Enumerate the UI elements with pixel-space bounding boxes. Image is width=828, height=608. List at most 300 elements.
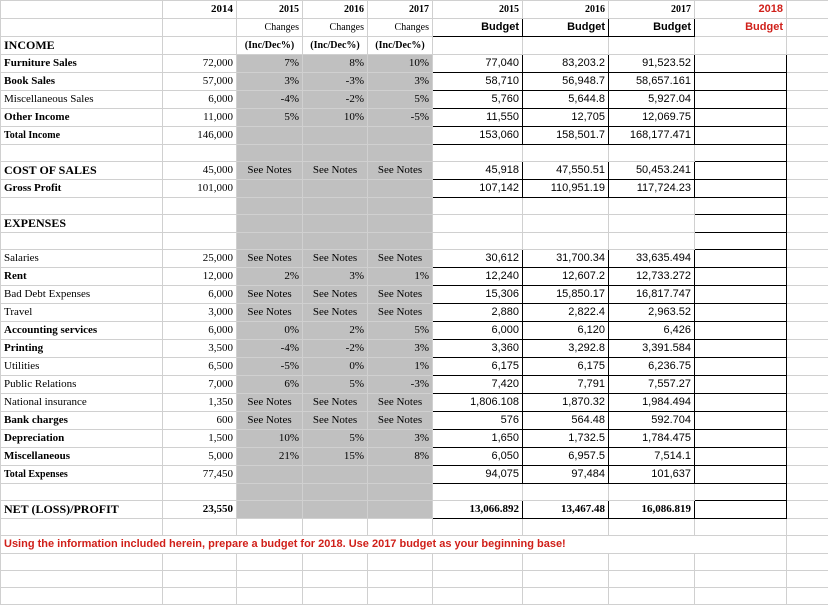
empty-cell[interactable] <box>163 571 237 588</box>
2018-budget-cell[interactable] <box>695 286 787 304</box>
change-2015[interactable]: 7% <box>237 55 303 73</box>
empty-cell[interactable] <box>523 233 609 250</box>
empty-cell[interactable] <box>787 37 828 55</box>
empty-cell[interactable] <box>787 127 828 145</box>
incdec-header[interactable]: (Inc/Dec%) <box>368 37 433 55</box>
empty-cell[interactable] <box>787 571 828 588</box>
empty-cell[interactable] <box>787 55 828 73</box>
budget-2016[interactable]: 2,822.4 <box>523 304 609 322</box>
change-2017[interactable]: 3% <box>368 340 433 358</box>
change-2017[interactable]: 3% <box>368 73 433 91</box>
empty-cell[interactable] <box>609 588 695 605</box>
budget-2015[interactable]: 1,650 <box>433 430 523 448</box>
row-label[interactable]: National insurance <box>1 394 163 412</box>
value-2014[interactable]: 77,450 <box>163 466 237 484</box>
budget-2015[interactable]: 30,612 <box>433 250 523 268</box>
empty-cell[interactable] <box>163 145 237 162</box>
empty-cell[interactable] <box>787 73 828 91</box>
budget-2016[interactable]: 564.48 <box>523 412 609 430</box>
value-2014[interactable]: 6,000 <box>163 91 237 109</box>
budget-2015[interactable]: 12,240 <box>433 268 523 286</box>
value-2014[interactable]: 11,000 <box>163 109 237 127</box>
empty-cell[interactable] <box>787 466 828 484</box>
empty-cell[interactable] <box>433 484 523 501</box>
empty-cell[interactable] <box>609 198 695 215</box>
empty-cell[interactable] <box>303 519 368 536</box>
empty-cell[interactable] <box>523 37 609 55</box>
changes-header[interactable]: Changes <box>368 19 433 37</box>
budget-2017[interactable]: 1,784.475 <box>609 430 695 448</box>
empty-cell[interactable] <box>787 376 828 394</box>
budget-2018-year[interactable]: 2018 <box>695 1 787 19</box>
empty-cell[interactable] <box>163 37 237 55</box>
empty-cell[interactable] <box>163 215 237 233</box>
change-2015[interactable]: 6% <box>237 376 303 394</box>
budget-header[interactable]: Budget <box>433 19 523 37</box>
empty-cell[interactable] <box>523 519 609 536</box>
empty-cell[interactable] <box>433 145 523 162</box>
change-2015[interactable]: 10% <box>237 430 303 448</box>
budget-2016[interactable]: 56,948.7 <box>523 73 609 91</box>
2018-budget-cell[interactable] <box>695 394 787 412</box>
budget-2015[interactable]: 5,760 <box>433 91 523 109</box>
row-label[interactable]: Total Income <box>1 127 163 145</box>
change-2016[interactable]: See Notes <box>303 286 368 304</box>
empty-cell[interactable] <box>695 571 787 588</box>
2018-budget-cell[interactable] <box>695 466 787 484</box>
empty-cell[interactable] <box>787 268 828 286</box>
budget-2015[interactable]: 1,806.108 <box>433 394 523 412</box>
change-2015[interactable]: -4% <box>237 340 303 358</box>
budget-2017[interactable]: 101,637 <box>609 466 695 484</box>
change-2016[interactable]: 3% <box>303 268 368 286</box>
change-2015[interactable]: See Notes <box>237 250 303 268</box>
2018-budget-cell[interactable] <box>695 198 787 215</box>
empty-cell[interactable] <box>163 484 237 501</box>
empty-cell[interactable] <box>787 501 828 519</box>
budget-2015[interactable]: 153,060 <box>433 127 523 145</box>
change-2016[interactable]: -2% <box>303 340 368 358</box>
row-label[interactable]: Accounting services <box>1 322 163 340</box>
empty-cell[interactable] <box>609 37 695 55</box>
2018-budget-cell[interactable] <box>695 268 787 286</box>
empty-cell[interactable] <box>303 588 368 605</box>
value-2014[interactable]: 7,000 <box>163 376 237 394</box>
value-2014[interactable]: 1,350 <box>163 394 237 412</box>
row-label[interactable]: Rent <box>1 268 163 286</box>
empty-cell[interactable] <box>1 554 163 571</box>
changes-header[interactable]: Changes <box>237 19 303 37</box>
empty-cell[interactable] <box>433 571 523 588</box>
empty-cell[interactable] <box>163 588 237 605</box>
budget-2015[interactable]: 11,550 <box>433 109 523 127</box>
row-label[interactable]: Depreciation <box>1 430 163 448</box>
row-label[interactable]: Book Sales <box>1 73 163 91</box>
change-2016[interactable]: 5% <box>303 376 368 394</box>
empty-cell[interactable] <box>163 554 237 571</box>
budget-2015[interactable]: 7,420 <box>433 376 523 394</box>
empty-cell[interactable] <box>237 571 303 588</box>
value-2014[interactable]: 146,000 <box>163 127 237 145</box>
empty-cell[interactable] <box>787 1 828 19</box>
budget-2017[interactable]: 12,733.272 <box>609 268 695 286</box>
budget-2015[interactable]: 45,918 <box>433 162 523 180</box>
empty-cell[interactable] <box>433 519 523 536</box>
empty-cell[interactable] <box>787 215 828 233</box>
budget-2016[interactable]: 83,203.2 <box>523 55 609 73</box>
empty-cell[interactable] <box>303 484 368 501</box>
empty-cell[interactable] <box>303 466 368 484</box>
change-2015[interactable]: -5% <box>237 358 303 376</box>
empty-cell[interactable] <box>303 215 368 233</box>
empty-cell[interactable] <box>433 37 523 55</box>
empty-cell[interactable] <box>1 1 163 19</box>
budget-2015[interactable]: 94,075 <box>433 466 523 484</box>
budget-2015[interactable]: 576 <box>433 412 523 430</box>
empty-cell[interactable] <box>368 198 433 215</box>
budget-2017[interactable]: 7,557.27 <box>609 376 695 394</box>
empty-cell[interactable] <box>523 198 609 215</box>
change-2016[interactable]: See Notes <box>303 304 368 322</box>
value-2014[interactable]: 1,500 <box>163 430 237 448</box>
budget-2017[interactable]: 2,963.52 <box>609 304 695 322</box>
change-2016[interactable]: 10% <box>303 109 368 127</box>
value-2014[interactable]: 101,000 <box>163 180 237 198</box>
change-2015[interactable]: 21% <box>237 448 303 466</box>
budget-header[interactable]: Budget <box>609 19 695 37</box>
value-2014[interactable]: 3,000 <box>163 304 237 322</box>
value-2014[interactable]: 3,500 <box>163 340 237 358</box>
budget-2016[interactable]: 15,850.17 <box>523 286 609 304</box>
empty-cell[interactable] <box>237 501 303 519</box>
empty-cell[interactable] <box>609 519 695 536</box>
2018-budget-cell[interactable] <box>695 55 787 73</box>
budget-2016[interactable]: 31,700.34 <box>523 250 609 268</box>
change-2016[interactable]: 15% <box>303 448 368 466</box>
change-2017[interactable]: -3% <box>368 376 433 394</box>
value-2014[interactable]: 72,000 <box>163 55 237 73</box>
empty-cell[interactable] <box>303 180 368 198</box>
empty-cell[interactable] <box>609 145 695 162</box>
empty-cell[interactable] <box>237 127 303 145</box>
budget-2016[interactable]: 6,957.5 <box>523 448 609 466</box>
empty-cell[interactable] <box>368 484 433 501</box>
value-2014[interactable]: 25,000 <box>163 250 237 268</box>
empty-cell[interactable] <box>523 145 609 162</box>
empty-cell[interactable] <box>303 571 368 588</box>
2018-budget-cell[interactable] <box>695 145 787 162</box>
value-2014[interactable]: 12,000 <box>163 268 237 286</box>
row-label[interactable]: Travel <box>1 304 163 322</box>
row-label[interactable]: Printing <box>1 340 163 358</box>
empty-cell[interactable] <box>787 358 828 376</box>
change-2016[interactable]: 2% <box>303 322 368 340</box>
empty-cell[interactable] <box>787 233 828 250</box>
empty-cell[interactable] <box>787 536 828 554</box>
change-2017[interactable]: 3% <box>368 430 433 448</box>
change-2017[interactable]: 5% <box>368 322 433 340</box>
change-2015[interactable]: See Notes <box>237 394 303 412</box>
budget-2016-year[interactable]: 2016 <box>523 1 609 19</box>
change-2017[interactable]: -5% <box>368 109 433 127</box>
empty-cell[interactable] <box>1 484 163 501</box>
row-label[interactable]: Total Expenses <box>1 466 163 484</box>
empty-cell[interactable] <box>237 466 303 484</box>
row-label[interactable]: Utilities <box>1 358 163 376</box>
2018-budget-cell[interactable] <box>695 215 787 233</box>
empty-cell[interactable] <box>237 215 303 233</box>
2018-budget-cell[interactable] <box>695 109 787 127</box>
empty-cell[interactable] <box>787 162 828 180</box>
incdec-header[interactable]: (Inc/Dec%) <box>237 37 303 55</box>
budget-2017[interactable]: 168,177.471 <box>609 127 695 145</box>
change-2017[interactable]: See Notes <box>368 250 433 268</box>
change-2017[interactable]: See Notes <box>368 286 433 304</box>
change-2017[interactable]: 10% <box>368 55 433 73</box>
budget-2016[interactable]: 6,175 <box>523 358 609 376</box>
2018-budget-cell[interactable] <box>695 127 787 145</box>
empty-cell[interactable] <box>695 37 787 55</box>
budget-2016[interactable]: 1,732.5 <box>523 430 609 448</box>
change-2017[interactable]: See Notes <box>368 304 433 322</box>
budget-2017[interactable]: 58,657.161 <box>609 73 695 91</box>
empty-cell[interactable] <box>1 19 163 37</box>
2018-budget-cell[interactable] <box>695 448 787 466</box>
change-2015[interactable]: 5% <box>237 109 303 127</box>
empty-cell[interactable] <box>787 250 828 268</box>
empty-cell[interactable] <box>368 145 433 162</box>
empty-cell[interactable] <box>787 340 828 358</box>
empty-cell[interactable] <box>368 180 433 198</box>
empty-cell[interactable] <box>1 571 163 588</box>
budget-2017[interactable]: 3,391.584 <box>609 340 695 358</box>
empty-cell[interactable] <box>1 145 163 162</box>
budget-2017[interactable]: 5,927.04 <box>609 91 695 109</box>
see-notes[interactable]: See Notes <box>237 162 303 180</box>
change-2015[interactable]: See Notes <box>237 286 303 304</box>
empty-cell[interactable] <box>368 233 433 250</box>
change-2015[interactable]: See Notes <box>237 412 303 430</box>
2018-budget-cell[interactable] <box>695 233 787 250</box>
change-2017[interactable]: 5% <box>368 91 433 109</box>
empty-cell[interactable] <box>237 484 303 501</box>
empty-cell[interactable] <box>368 127 433 145</box>
budget-2016[interactable]: 1,870.32 <box>523 394 609 412</box>
budget-2017[interactable]: 6,236.75 <box>609 358 695 376</box>
empty-cell[interactable] <box>787 484 828 501</box>
empty-cell[interactable] <box>433 554 523 571</box>
year-2014-header[interactable]: 2014 <box>163 1 237 19</box>
budget-2017[interactable]: 7,514.1 <box>609 448 695 466</box>
change-2015[interactable]: 3% <box>237 73 303 91</box>
empty-cell[interactable] <box>787 430 828 448</box>
income-section-label[interactable]: INCOME <box>1 37 163 55</box>
value-2014[interactable]: 45,000 <box>163 162 237 180</box>
empty-cell[interactable] <box>303 554 368 571</box>
empty-cell[interactable] <box>787 394 828 412</box>
change-2016[interactable]: 8% <box>303 55 368 73</box>
budget-2015[interactable]: 6,000 <box>433 322 523 340</box>
expenses-section-label[interactable]: EXPENSES <box>1 215 163 233</box>
2018-budget-cell[interactable] <box>695 430 787 448</box>
budget-2018-header[interactable]: Budget <box>695 19 787 37</box>
change-2016[interactable]: 5% <box>303 430 368 448</box>
budget-2017[interactable]: 91,523.52 <box>609 55 695 73</box>
budget-2016[interactable]: 12,607.2 <box>523 268 609 286</box>
empty-cell[interactable] <box>368 554 433 571</box>
2018-budget-cell[interactable] <box>695 73 787 91</box>
empty-cell[interactable] <box>433 198 523 215</box>
empty-cell[interactable] <box>1 519 163 536</box>
empty-cell[interactable] <box>163 233 237 250</box>
change-2015[interactable]: See Notes <box>237 304 303 322</box>
empty-cell[interactable] <box>787 322 828 340</box>
change-2015[interactable]: -4% <box>237 91 303 109</box>
budget-2017[interactable]: 6,426 <box>609 322 695 340</box>
empty-cell[interactable] <box>695 554 787 571</box>
2018-budget-cell[interactable] <box>695 376 787 394</box>
2018-budget-cell[interactable] <box>695 162 787 180</box>
row-label[interactable]: Bank charges <box>1 412 163 430</box>
row-label[interactable]: Public Relations <box>1 376 163 394</box>
empty-cell[interactable] <box>523 484 609 501</box>
changes-header[interactable]: Changes <box>303 19 368 37</box>
empty-cell[interactable] <box>237 588 303 605</box>
empty-cell[interactable] <box>237 198 303 215</box>
2018-budget-cell[interactable] <box>695 484 787 501</box>
empty-cell[interactable] <box>368 215 433 233</box>
2018-budget-cell[interactable] <box>695 322 787 340</box>
gross-profit-label[interactable]: Gross Profit <box>1 180 163 198</box>
2018-budget-cell[interactable] <box>695 91 787 109</box>
empty-cell[interactable] <box>368 519 433 536</box>
budget-2016[interactable]: 47,550.51 <box>523 162 609 180</box>
change-2017[interactable]: 1% <box>368 268 433 286</box>
empty-cell[interactable] <box>609 215 695 233</box>
empty-cell[interactable] <box>368 466 433 484</box>
change-2016[interactable]: See Notes <box>303 394 368 412</box>
empty-cell[interactable] <box>609 233 695 250</box>
empty-cell[interactable] <box>237 554 303 571</box>
empty-cell[interactable] <box>787 286 828 304</box>
empty-cell[interactable] <box>237 145 303 162</box>
empty-cell[interactable] <box>609 484 695 501</box>
budget-2017[interactable]: 33,635.494 <box>609 250 695 268</box>
budget-2015[interactable]: 58,710 <box>433 73 523 91</box>
empty-cell[interactable] <box>303 233 368 250</box>
empty-cell[interactable] <box>163 19 237 37</box>
empty-cell[interactable] <box>609 571 695 588</box>
cost-of-sales-label[interactable]: COST OF SALES <box>1 162 163 180</box>
empty-cell[interactable] <box>163 519 237 536</box>
row-label[interactable]: Other Income <box>1 109 163 127</box>
instruction-text[interactable]: Using the information included herein, prepare a budget for 2018. Use 2017 budget as your beginning base! <box>1 536 787 554</box>
empty-cell[interactable] <box>787 145 828 162</box>
empty-cell[interactable] <box>303 127 368 145</box>
empty-cell[interactable] <box>433 233 523 250</box>
budget-header[interactable]: Budget <box>523 19 609 37</box>
empty-cell[interactable] <box>303 501 368 519</box>
empty-cell[interactable] <box>523 588 609 605</box>
see-notes[interactable]: See Notes <box>368 162 433 180</box>
empty-cell[interactable] <box>523 554 609 571</box>
value-2014[interactable]: 6,000 <box>163 286 237 304</box>
change-2015[interactable]: 0% <box>237 322 303 340</box>
row-label[interactable]: Furniture Sales <box>1 55 163 73</box>
budget-2015[interactable]: 2,880 <box>433 304 523 322</box>
budget-2017-year[interactable]: 2017 <box>609 1 695 19</box>
empty-cell[interactable] <box>523 571 609 588</box>
change-2017[interactable]: See Notes <box>368 412 433 430</box>
empty-cell[interactable] <box>368 588 433 605</box>
change-2016[interactable]: -2% <box>303 91 368 109</box>
change-2017[interactable]: 1% <box>368 358 433 376</box>
change-2017[interactable]: 8% <box>368 448 433 466</box>
budget-2017[interactable]: 12,069.75 <box>609 109 695 127</box>
budget-2016[interactable]: 5,644.8 <box>523 91 609 109</box>
budget-2016[interactable]: 158,501.7 <box>523 127 609 145</box>
empty-cell[interactable] <box>237 180 303 198</box>
empty-cell[interactable] <box>787 19 828 37</box>
budget-2015[interactable]: 3,360 <box>433 340 523 358</box>
empty-cell[interactable] <box>787 91 828 109</box>
2018-budget-cell[interactable] <box>695 250 787 268</box>
value-2014[interactable]: 23,550 <box>163 501 237 519</box>
empty-cell[interactable] <box>368 571 433 588</box>
budget-2015-year[interactable]: 2015 <box>433 1 523 19</box>
empty-cell[interactable] <box>787 448 828 466</box>
value-2014[interactable]: 6,500 <box>163 358 237 376</box>
empty-cell[interactable] <box>303 145 368 162</box>
empty-cell[interactable] <box>303 198 368 215</box>
empty-cell[interactable] <box>1 233 163 250</box>
2018-budget-cell[interactable] <box>695 340 787 358</box>
change-2016[interactable]: 0% <box>303 358 368 376</box>
empty-cell[interactable] <box>163 198 237 215</box>
see-notes[interactable]: See Notes <box>303 162 368 180</box>
budget-2016[interactable]: 110,951.19 <box>523 180 609 198</box>
budget-2016[interactable]: 97,484 <box>523 466 609 484</box>
budget-2016[interactable]: 6,120 <box>523 322 609 340</box>
empty-cell[interactable] <box>433 588 523 605</box>
empty-cell[interactable] <box>1 588 163 605</box>
empty-cell[interactable] <box>787 198 828 215</box>
budget-2017[interactable]: 16,086.819 <box>609 501 695 519</box>
empty-cell[interactable] <box>787 180 828 198</box>
value-2014[interactable]: 57,000 <box>163 73 237 91</box>
budget-2017[interactable]: 592.704 <box>609 412 695 430</box>
budget-2017[interactable]: 16,817.747 <box>609 286 695 304</box>
budget-2015[interactable]: 6,175 <box>433 358 523 376</box>
value-2014[interactable]: 5,000 <box>163 448 237 466</box>
change-2016[interactable]: -3% <box>303 73 368 91</box>
budget-2015[interactable]: 13,066.892 <box>433 501 523 519</box>
budget-2017[interactable]: 1,984.494 <box>609 394 695 412</box>
empty-cell[interactable] <box>787 304 828 322</box>
empty-cell[interactable] <box>787 588 828 605</box>
budget-2016[interactable]: 12,705 <box>523 109 609 127</box>
2018-budget-cell[interactable] <box>695 501 787 519</box>
budget-2015[interactable]: 77,040 <box>433 55 523 73</box>
row-label[interactable]: Bad Debt Expenses <box>1 286 163 304</box>
empty-cell[interactable] <box>433 215 523 233</box>
value-2014[interactable]: 6,000 <box>163 322 237 340</box>
budget-2015[interactable]: 107,142 <box>433 180 523 198</box>
empty-cell[interactable] <box>1 198 163 215</box>
budget-2016[interactable]: 3,292.8 <box>523 340 609 358</box>
net-profit-label[interactable]: NET (LOSS)/PROFIT <box>1 501 163 519</box>
budget-2017[interactable]: 117,724.23 <box>609 180 695 198</box>
